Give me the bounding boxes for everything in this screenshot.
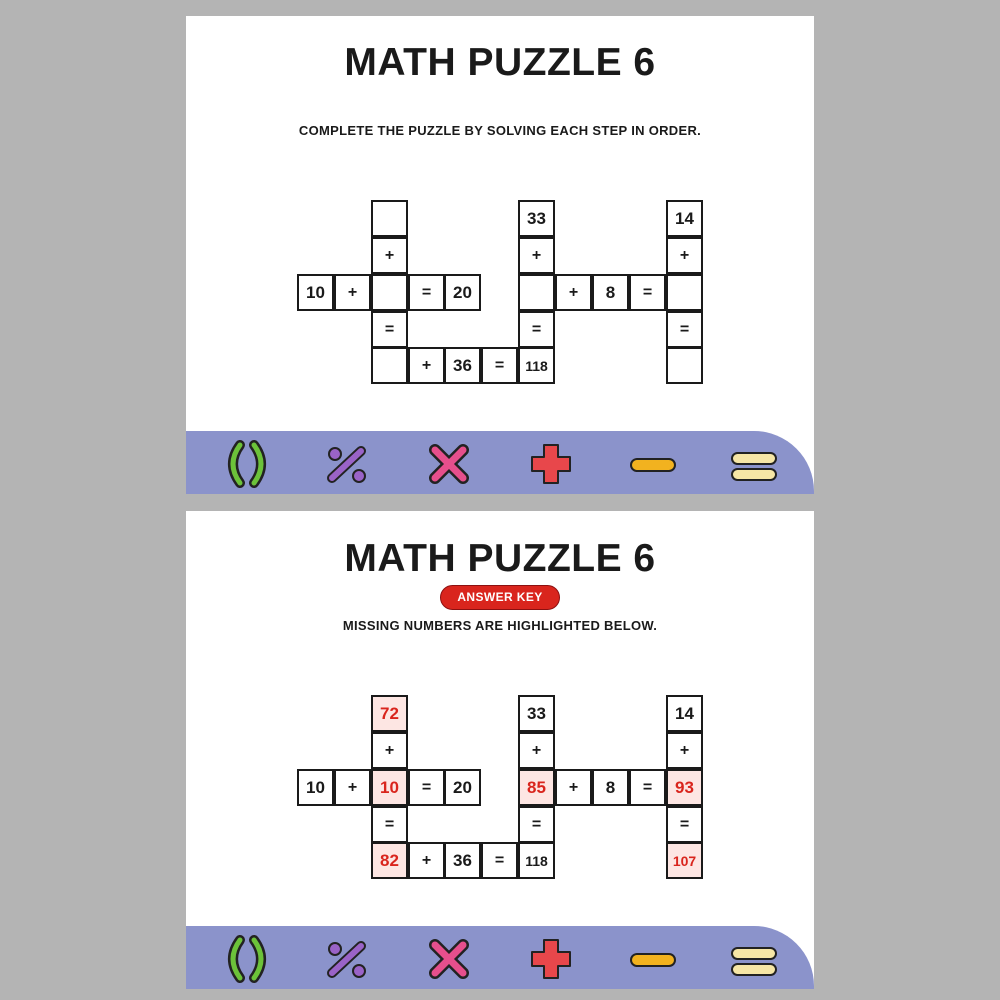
- multiply-icon: [435, 945, 463, 973]
- plus-icon: [532, 445, 570, 483]
- operator-cell: =: [481, 842, 518, 879]
- puzzle-cell-r4c6: 118: [518, 347, 555, 384]
- math-symbols-band: [186, 431, 814, 494]
- answer-key-badge: ANSWER KEY: [440, 585, 560, 610]
- page-title: MATH PUZZLE 6: [344, 41, 656, 84]
- operator-cell: =: [629, 769, 666, 806]
- answer-cell-r2c10: 93: [666, 769, 703, 806]
- page-title: MATH PUZZLE 6: [344, 537, 656, 580]
- puzzle-cell-r2c8: 8: [592, 769, 629, 806]
- operator-cell: +: [408, 347, 445, 384]
- percent-icon: [329, 943, 365, 977]
- puzzle-cell-r0c6: 33: [518, 200, 555, 237]
- operator-cell: +: [334, 769, 371, 806]
- math-symbols-band: [186, 926, 814, 989]
- puzzle-cell-r2c10[interactable]: [666, 274, 703, 311]
- operator-cell: =: [629, 274, 666, 311]
- puzzle-cell-r4c4: 36: [444, 347, 481, 384]
- puzzle-cell-r2c0: 10: [297, 274, 334, 311]
- puzzle-cell-r0c10: 14: [666, 695, 703, 732]
- operator-cell: +: [371, 732, 408, 769]
- operator-cell: =: [371, 806, 408, 843]
- puzzle-cell-r2c8: 8: [592, 274, 629, 311]
- percent-icon: [329, 448, 365, 482]
- answer-cell-r2c2: 10: [371, 769, 408, 806]
- instructions: COMPLETE THE PUZZLE BY SOLVING EACH STEP IN ORDER.: [298, 123, 702, 138]
- answer-key-page: [186, 511, 814, 989]
- operator-cell: +: [518, 732, 555, 769]
- operator-cell: =: [481, 347, 518, 384]
- puzzle-cell-r0c2[interactable]: [371, 200, 408, 237]
- operator-cell: +: [555, 274, 592, 311]
- puzzle-cell-r2c0: 10: [297, 769, 334, 806]
- operator-cell: +: [666, 237, 703, 274]
- operator-cell: +: [408, 842, 445, 879]
- operator-cell: =: [518, 806, 555, 843]
- operator-cell: +: [334, 274, 371, 311]
- answer-grid: [186, 511, 814, 911]
- puzzle-cell-r0c10: 14: [666, 200, 703, 237]
- parentheses-icon: [233, 445, 261, 483]
- minus-icon: [631, 954, 675, 966]
- operator-cell: =: [408, 769, 445, 806]
- answer-cell-r4c2: 82: [371, 842, 408, 879]
- multiply-icon: [435, 450, 463, 478]
- puzzle-grid: [186, 16, 814, 416]
- answer-cell-r4c10: 107: [666, 842, 703, 879]
- puzzle-page: [186, 16, 814, 494]
- answer-cell-r2c6: 85: [518, 769, 555, 806]
- answer-cell-r0c2: 72: [371, 695, 408, 732]
- operator-cell: =: [666, 806, 703, 843]
- operator-cell: +: [555, 769, 592, 806]
- parentheses-icon: [233, 940, 261, 978]
- puzzle-cell-r4c2[interactable]: [371, 347, 408, 384]
- puzzle-cell-r2c4: 20: [444, 274, 481, 311]
- operator-cell: =: [518, 311, 555, 348]
- instructions: MISSING NUMBERS ARE HIGHLIGHTED BELOW.: [342, 618, 658, 633]
- puzzle-cell-r4c10[interactable]: [666, 347, 703, 384]
- operator-cell: =: [408, 274, 445, 311]
- equals-icon: [732, 948, 776, 975]
- puzzle-cell-r2c4: 20: [444, 769, 481, 806]
- operator-cell: =: [666, 311, 703, 348]
- puzzle-cell-r2c2[interactable]: [371, 274, 408, 311]
- operator-cell: +: [666, 732, 703, 769]
- operator-cell: +: [518, 237, 555, 274]
- puzzle-cell-r4c6: 118: [518, 842, 555, 879]
- plus-icon: [532, 940, 570, 978]
- puzzle-cell-r2c6[interactable]: [518, 274, 555, 311]
- puzzle-cell-r4c4: 36: [444, 842, 481, 879]
- puzzle-cell-r0c6: 33: [518, 695, 555, 732]
- operator-cell: +: [371, 237, 408, 274]
- operator-cell: =: [371, 311, 408, 348]
- minus-icon: [631, 459, 675, 471]
- equals-icon: [732, 453, 776, 480]
